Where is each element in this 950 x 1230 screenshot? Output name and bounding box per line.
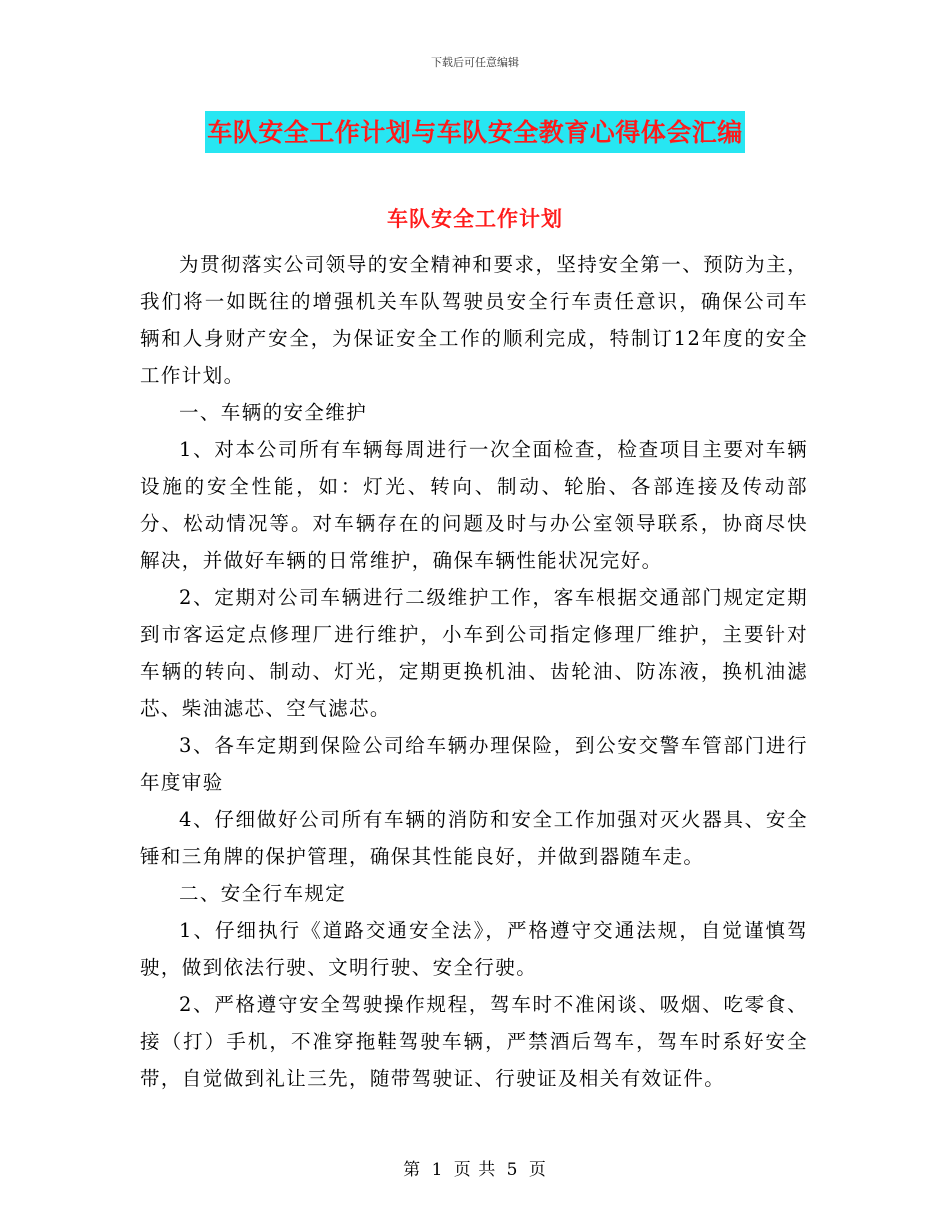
paragraph-insurance: 3、各车定期到保险公司给车辆办理保险，到公安交警车管部门进行年度审验 (140, 734, 808, 794)
footer-prefix: 第 (403, 1160, 422, 1180)
document-body (140, 246, 808, 1097)
paragraph-weekly-inspection: 1、对本公司所有车辆每周进行一次全面检查，检查项目主要对车辆设施的安全性能，如：灯光、转向、制动、轮胎、各部连接及传动部分、松动情况等。对车辆存在的问题及时与办公室领导联系，协商尽快解决，并做好车辆的日常维护，确保车辆性能状况完好。 (140, 438, 808, 572)
footer-suffix: 页 (528, 1160, 547, 1180)
main-title: 车队安全工作计划与车队安全教育心得体会汇编 (205, 111, 745, 153)
page-footer (0, 1155, 950, 1180)
heading-safe-driving-rules: 二、安全行车规定 (179, 882, 347, 905)
heading-vehicle-maintenance: 一、车辆的安全维护 (179, 401, 368, 424)
paragraph-level-two-maintenance: 2、定期对公司车辆进行二级维护工作，客车根据交通部门规定定期到市客运定点修理厂进行维护，小车到公司指定修理厂维护，主要针对车辆的转向、制动、灯光，定期更换机油、齿轮油、防冻液，换机油滤芯、柴油滤芯、空气滤芯。 (140, 586, 808, 720)
footer-total-pages: 5 (506, 1160, 519, 1180)
paragraph-driving-conduct: 2、严格遵守安全驾驶操作规程，驾车时不准闲谈、吸烟、吃零食、接（打）手机，不准穿拖鞋驾驶车辆，严禁酒后驾车，驾车时系好安全带，自觉做到礼让三先，随带驾驶证、行驶证及相关有效证件。 (140, 993, 808, 1090)
header-note: 下载后可任意编辑 (431, 56, 519, 69)
main-title-container (0, 111, 950, 153)
footer-page-number: 1 (431, 1160, 444, 1180)
paragraph-fire-safety: 4、仔细做好公司所有车辆的消防和安全工作加强对灭火器具、安全锤和三角牌的保护管理，确保其性能良好，并做到器随车走。 (140, 808, 808, 868)
section-title: 车队安全工作计划 (387, 207, 563, 231)
footer-mid: 页 共 (453, 1160, 497, 1180)
paragraph-traffic-law: 1、仔细执行《道路交通安全法》，严格遵守交通法规，自觉谨慎驾驶，做到依法行驶、文明行驶、安全行驶。 (140, 919, 808, 979)
paragraph-intro: 为贯彻落实公司领导的安全精神和要求，坚持安全第一、预防为主，我们将一如既往的增强机关车队驾驶员安全行车责任意识，确保公司车辆和人身财产安全，为保证安全工作的顺利完成，特制订12年度的安全工作计划。 (140, 253, 808, 387)
